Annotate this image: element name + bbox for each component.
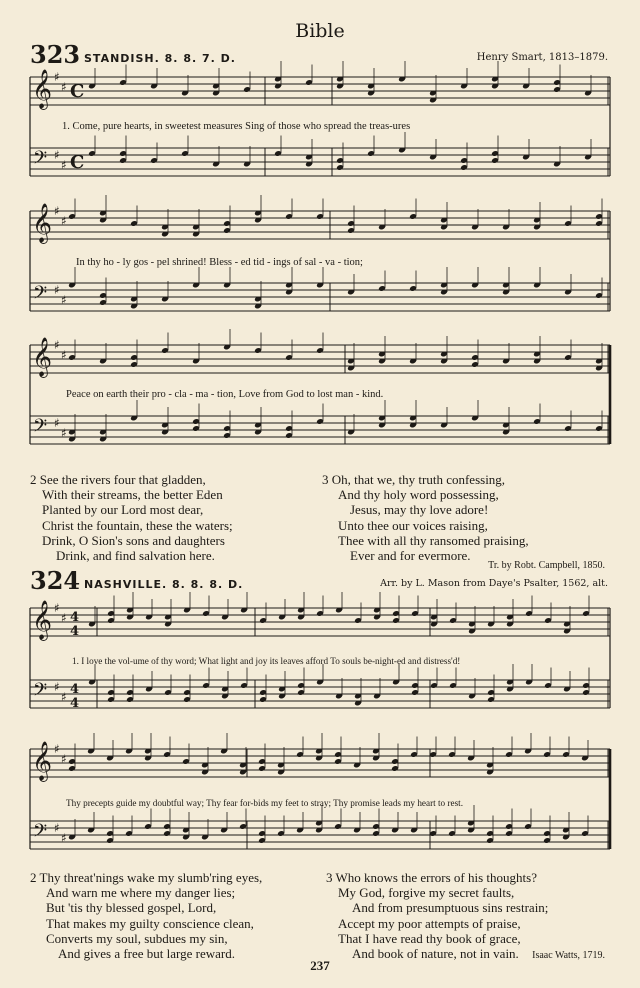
h323-system-1-treble-clef-icon: 𝄞 <box>32 69 53 109</box>
hymn-323-verse-3 <box>322 472 529 563</box>
h323-system-1-bass-sharp-icon: ♯ <box>54 148 60 162</box>
verse-line: Drink, and find salvation here. <box>56 548 215 564</box>
h324-system-1-treble-sharp-icon: ♯ <box>61 611 67 625</box>
hymn-323-lyric-line-2: In thy ho - ly gos - pel shrined! Bless - ed tid - ings of sal - va - tion; <box>76 257 363 268</box>
verse-line: 3 Oh, that we, thy truth confessing, <box>322 472 506 487</box>
h323-system-3-treble-sharp-icon: ♯ <box>54 338 60 352</box>
verse-line: Accept my poor attempts of praise, <box>338 915 521 931</box>
page-number: 237 <box>310 958 330 973</box>
h323-system-1-bass-clef-icon: 𝄢 <box>33 148 48 173</box>
h324-system-2-bass-sharp-icon: ♯ <box>54 821 60 835</box>
verse-line: Ever and for evermore. <box>350 548 471 564</box>
hymn-323-composer: Henry Smart, 1813–1879. <box>476 52 608 63</box>
verse-line: Thee with all thy ransomed praising, <box>338 532 529 548</box>
verse-line: Jesus, may thy love adore! <box>350 502 489 518</box>
verse-line: And gives a free but large reward. <box>58 946 235 962</box>
verse-line: And book of nature, not in vain. <box>352 946 519 962</box>
verse-line: And thy holy word possessing, <box>338 487 499 503</box>
h323-system-2-treble-clef-icon: 𝄞 <box>32 203 53 243</box>
h323-system-1-bass-sharp-icon: ♯ <box>61 158 67 172</box>
verse-line: 2 Thy threat'nings wake my slumb'ring eyes, <box>30 870 263 885</box>
hymn-324-verse-2 <box>30 870 262 961</box>
verse-line: And warn me where my danger lies; <box>46 885 236 901</box>
verse-line: Planted by our Lord most dear, <box>42 502 204 518</box>
h324-system-2-treble-sharp-icon: ♯ <box>61 752 67 766</box>
hymn-323-tune: STANDISH. 8. 8. 7. D. <box>84 52 236 65</box>
h323-system-1-bass-common-time-icon: C <box>70 152 85 173</box>
hymn-324-credit: Isaac Watts, 1719. <box>532 950 605 961</box>
h324-system-1-treble-time-signature: 4 <box>70 624 80 639</box>
hymn-323-verse-2 <box>30 472 233 563</box>
hymn-324-lyric-line-2: Thy precepts guide my doubtful way; Thy fear for-bids my feet to stray; Thy promise leads my heart to rest. <box>66 798 463 808</box>
verse-line: That makes my guilty conscience clean, <box>46 915 254 931</box>
verse-line: Christ the fountain, these the waters; <box>42 517 233 533</box>
h323-system-3-bass-clef-icon: 𝄢 <box>33 416 48 441</box>
verse-line: That I have read thy book of grace, <box>338 930 521 946</box>
h323-system-3-treble-clef-icon: 𝄞 <box>32 337 53 377</box>
h323-system-1-treble-common-time-icon: C <box>70 81 85 102</box>
hymn-324-composer: Arr. by L. Mason from Daye's Psalter, 1562, alt. <box>380 578 608 589</box>
h324-system-2-treble-sharp-icon: ♯ <box>54 742 60 756</box>
verse-line: 2 See the rivers four that gladden, <box>30 472 206 487</box>
h323-system-1-treble-sharp-icon: ♯ <box>61 80 67 94</box>
h324-system-1-treble-time-signature: 4 <box>70 610 80 625</box>
h323-system-2-treble-sharp-icon: ♯ <box>61 214 67 228</box>
page-title: Bible <box>295 20 345 42</box>
h324-system-1-bass-clef-icon: 𝄢 <box>33 680 48 705</box>
hymn-323-credit: Tr. by Robt. Campbell, 1850. <box>488 560 605 571</box>
h323-system-2-bass-clef-icon: 𝄢 <box>33 283 48 308</box>
h323-system-3-bass-sharp-icon: ♯ <box>61 426 67 440</box>
h323-system-2-bass-sharp-icon: ♯ <box>61 293 67 307</box>
h324-system-2-treble-clef-icon: 𝄞 <box>32 741 53 781</box>
verse-line: 3 Who knows the errors of his thoughts? <box>326 870 537 885</box>
h324-system-1-bass-time-signature: 4 <box>70 696 80 711</box>
h323-system-2-treble-sharp-icon: ♯ <box>54 204 60 218</box>
verse-line: And from presumptuous sins restrain; <box>352 900 549 916</box>
h324-system-1-bass-sharp-icon: ♯ <box>54 680 60 694</box>
h323-system-3-bass-sharp-icon: ♯ <box>54 416 60 430</box>
h323-system-2-bass-sharp-icon: ♯ <box>54 283 60 297</box>
h324-system-2-bass-sharp-icon: ♯ <box>61 831 67 845</box>
hymn-323-lyric-line-1: 1. Come, pure hearts, in sweetest measures Sing of those who spread the treas-ures <box>62 121 411 132</box>
verse-line: Unto thee our voices raising, <box>338 517 488 533</box>
h324-system-2-bass-clef-icon: 𝄢 <box>33 821 48 846</box>
h324-system-1-treble-sharp-icon: ♯ <box>54 601 60 615</box>
h323-system-3-treble-sharp-icon: ♯ <box>61 348 67 362</box>
verse-line: With their streams, the better Eden <box>42 487 223 503</box>
h323-system-1-treble-sharp-icon: ♯ <box>54 70 60 84</box>
h324-system-1-bass-sharp-icon: ♯ <box>61 690 67 704</box>
hymn-323-lyric-line-3: Peace on earth their pro - cla - ma - tion, Love from God to lost man - kind. <box>66 389 384 400</box>
verse-line: But 'tis thy blessed gospel, Lord, <box>46 900 217 916</box>
verse-line: Drink, O Sion's sons and daughters <box>42 532 225 548</box>
hymn-324-tune: NASHVILLE. 8. 8. 8. D. <box>84 578 244 591</box>
verse-line: Converts my soul, subdues my sin, <box>46 930 228 946</box>
h324-system-1-treble-clef-icon: 𝄞 <box>32 600 53 640</box>
hymn-324-number: 324 <box>30 566 81 595</box>
hymn-323-number: 323 <box>30 40 81 69</box>
verse-line: My God, forgive my secret faults, <box>338 885 515 901</box>
hymn-324-lyric-line-1: 1. I love the vol-ume of thy word; What light and joy its leaves afford To souls be-night-ed and distress'd! <box>72 656 461 666</box>
hymn-324-verse-3 <box>326 870 548 961</box>
h324-system-1-bass-time-signature: 4 <box>70 682 80 697</box>
